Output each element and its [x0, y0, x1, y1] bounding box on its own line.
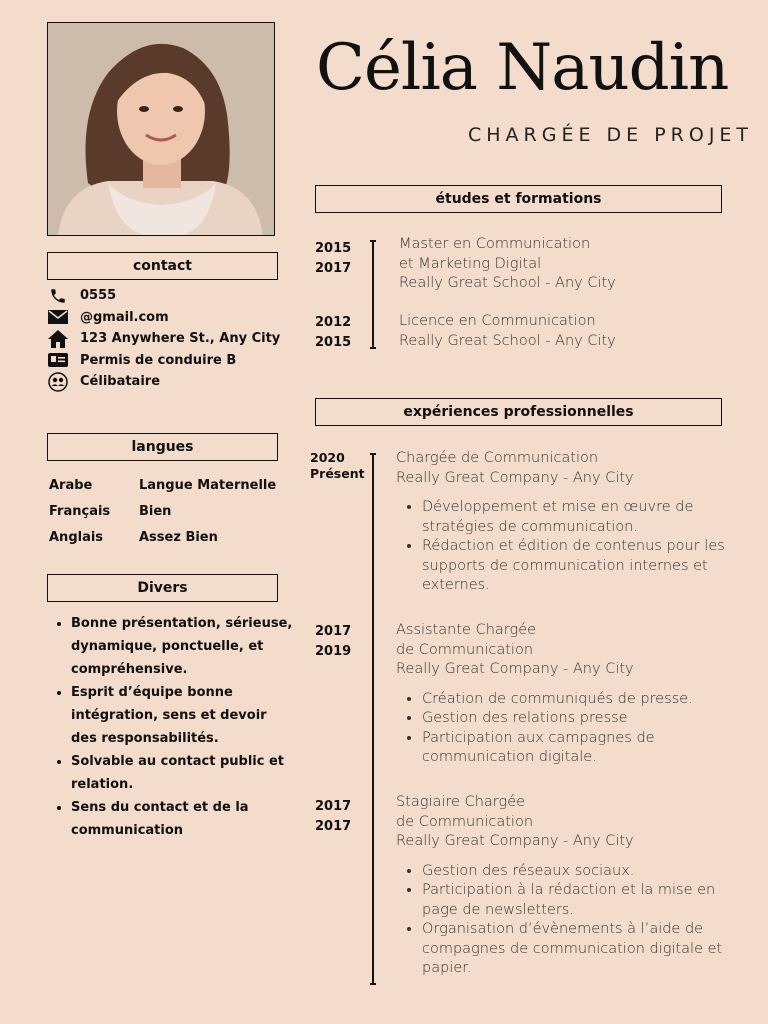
id-card-icon: [47, 351, 69, 369]
experience-year-end: Présent: [310, 466, 365, 481]
phone-icon: [47, 287, 69, 305]
experience-position: Assistante Chargée: [396, 622, 537, 638]
list-item: • Bonne présentation, sérieuse, dynamique, ponctuelle, et compréhensive.: [71, 612, 295, 681]
timeline-cap: [370, 347, 376, 349]
experience-year-start: 2017: [315, 624, 352, 639]
contact-license: [47, 350, 287, 372]
timeline-cap: [370, 453, 376, 455]
experience-year-start: 2017: [315, 799, 352, 814]
divers-section-title: Divers: [47, 574, 278, 602]
contact-status-text: Célibataire: [80, 374, 161, 390]
contact-list: [47, 285, 287, 393]
contact-address-text: 123 Anywhere St., Any City: [80, 331, 281, 347]
experience-year-end: 2019: [315, 644, 352, 659]
etude-degree: Licence en Communication: [399, 313, 596, 329]
experience-position-line2: de Communication: [396, 813, 534, 830]
etude-school: Really Great School - Any City: [399, 332, 616, 349]
languages-table: [49, 472, 289, 550]
etudes-timeline-line: [372, 240, 374, 349]
timeline-cap: [370, 240, 376, 242]
divers-list: [50, 612, 295, 842]
etude-year-start: 2015: [315, 241, 352, 256]
etude-entry: [399, 235, 729, 294]
experience-entry: [396, 449, 726, 596]
candidate-name: Célia Naudin: [316, 31, 729, 105]
experience-year-end: 2017: [315, 819, 352, 834]
experience-position-line2: de Communication: [396, 641, 534, 658]
contact-phone: [47, 285, 287, 307]
etude-year-start: 2012: [315, 315, 352, 330]
experience-task: • Participation aux campagnes de communication digitale.: [422, 729, 726, 768]
language-name: Anglais: [49, 529, 104, 545]
experience-task: • Gestion des relations presse: [422, 709, 726, 729]
experience-company: Really Great Company - Any City: [396, 469, 634, 486]
etude-school: Really Great School - Any City: [399, 275, 616, 291]
language-level: Assez Bien: [139, 529, 218, 545]
job-title: CHARGÉE DE PROJET: [468, 124, 754, 146]
language-level: Bien: [139, 503, 172, 519]
language-row: [49, 524, 289, 550]
etude-year-end: 2017: [315, 261, 352, 276]
contact-address: [47, 328, 287, 350]
experience-entry: [396, 621, 726, 768]
home-icon: [47, 330, 69, 348]
list-item: • Esprit d’équipe bonne intégration, sens et devoir des responsabilités.: [71, 681, 295, 750]
etude-degree: Master en Communication: [399, 236, 591, 252]
list-item: • Sens du contact et de la communication: [71, 796, 295, 842]
experience-year-start: 2020: [310, 450, 345, 465]
contact-phone-text: 0555: [80, 288, 117, 304]
profile-photo: [47, 22, 275, 236]
experience-task: • Rédaction et édition de contenus pour les supports de communication internes et externes.: [422, 537, 726, 596]
experience-position: Chargée de Communication: [396, 450, 599, 466]
experience-task: • Gestion des réseaux sociaux.: [422, 862, 726, 882]
experience-task: • Participation à la rédaction et la mise en page de newsletters.: [422, 881, 726, 920]
experience-task: • Développement et mise en œuvre de stratégies de communication.: [422, 498, 726, 537]
contact-email: [47, 307, 287, 329]
contact-status: [47, 371, 287, 393]
experience-entry: [396, 793, 726, 979]
language-name: Arabe: [49, 477, 93, 493]
experience-task: • Organisation d’évènements à l’aide de compagnes de communication digitale et papier.: [422, 920, 726, 979]
language-row: [49, 472, 289, 498]
mail-icon: [47, 308, 69, 326]
experience-position: Stagiaire Chargée: [396, 794, 526, 810]
etudes-section-title: études et formations: [315, 185, 722, 213]
language-name: Français: [49, 503, 111, 519]
list-item: • Solvable au contact public et relation.: [71, 750, 295, 796]
language-level: Langue Maternelle: [139, 477, 277, 493]
experience-company: Really Great Company - Any City: [396, 661, 634, 677]
people-icon: [47, 373, 69, 391]
etude-degree-line2: et Marketing Digital: [399, 255, 542, 272]
contact-email-text: @gmail.com: [80, 309, 169, 325]
experiences-timeline-line: [372, 453, 374, 985]
contact-section-title: contact: [47, 252, 278, 280]
experience-task: • Création de communiqués de presse.: [422, 690, 726, 710]
contact-license-text: Permis de conduire B: [80, 352, 237, 368]
langues-section-title: langues: [47, 433, 278, 461]
language-row: [49, 498, 289, 524]
etude-year-end: 2015: [315, 335, 352, 350]
experience-company: Really Great Company - Any City: [396, 833, 634, 849]
portrait-illustration: [48, 23, 275, 236]
etude-entry: [399, 312, 729, 351]
timeline-cap: [370, 983, 376, 985]
experiences-section-title: expériences professionnelles: [315, 398, 722, 426]
